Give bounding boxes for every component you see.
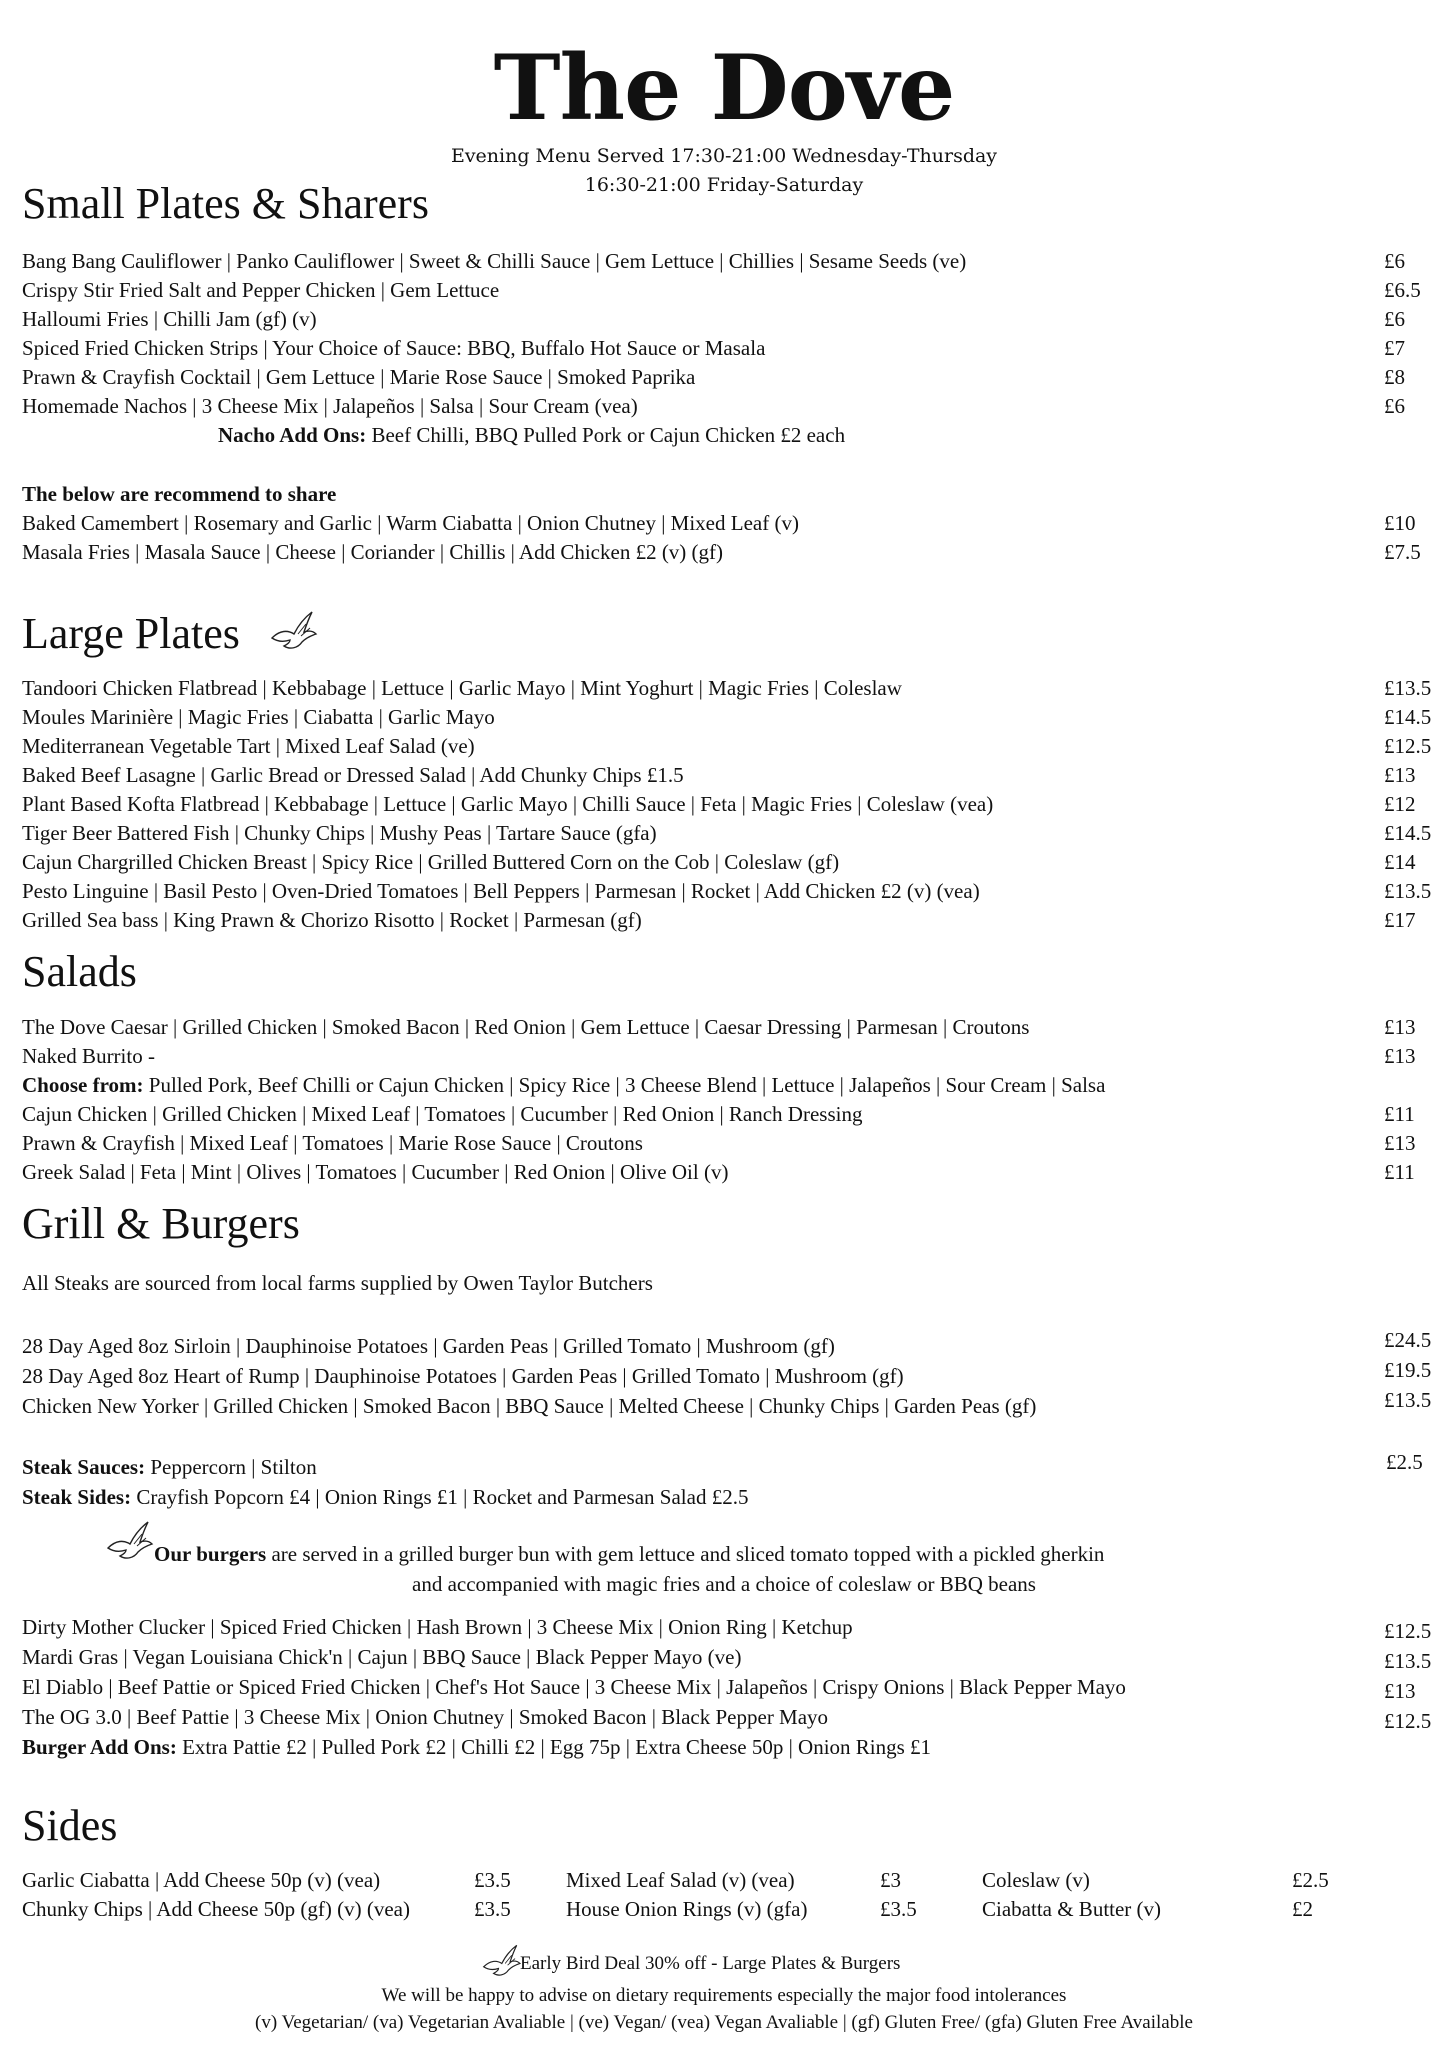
side-item: Coleslaw (v) xyxy=(982,1868,1090,1892)
side-item: Mixed Leaf Salad (v) (vea) xyxy=(566,1868,795,1892)
steak-sauces-price: £2.5 xyxy=(1386,1450,1423,1474)
menu-item: 28 Day Aged 8oz Heart of Rump | Dauphinoise Potatoes | Garden Peas | Grilled Tomato | Mushroom (gf) xyxy=(22,1364,904,1388)
menu-price: £13 xyxy=(1384,1015,1416,1039)
menu-item: Bang Bang Cauliflower | Panko Cauliflower | Sweet & Chilli Sauce | Gem Lettuce | Chillies | Sesame Seeds (ve) xyxy=(22,249,967,273)
side-item: Ciabatta & Butter (v) xyxy=(982,1897,1162,1921)
burrito-choices: Choose from: Pulled Pork, Beef Chilli or Cajun Chicken | Spicy Rice | 3 Cheese Blend | Lettuce | Jalapeños | Sour Cream | Salsa xyxy=(22,1073,1106,1097)
menu-item: Baked Camembert | Rosemary and Garlic | Warm Ciabatta | Onion Chutney | Mixed Leaf (v) xyxy=(22,511,799,535)
steak-sourcing-note: All Steaks are sourced from local farms supplied by Owen Taylor Butchers xyxy=(22,1271,653,1295)
menu-price: £13.5 xyxy=(1384,879,1432,903)
menu-item: Mardi Gras | Vegan Louisiana Chick'n | Cajun | BBQ Sauce | Black Pepper Mayo (ve) xyxy=(22,1645,742,1669)
share-heading: The below are recommend to share xyxy=(22,482,337,506)
menu-item: Cajun Chargrilled Chicken Breast | Spicy Rice | Grilled Buttered Corn on the Cob | Coleslaw (gf) xyxy=(22,850,840,874)
menu-price: £12.5 xyxy=(1384,1619,1432,1643)
side-item: Garlic Ciabatta | Add Cheese 50p (v) (vea) xyxy=(22,1868,381,1892)
steak-sauces: Steak Sauces: Peppercorn | Stilton xyxy=(22,1455,317,1479)
restaurant-title: The Dove xyxy=(493,35,955,141)
menu-price: £13.5 xyxy=(1384,1388,1432,1412)
menu-item: Naked Burrito - xyxy=(22,1044,155,1068)
menu-price: £13 xyxy=(1384,1679,1416,1703)
menu-item: The OG 3.0 | Beef Pattie | 3 Cheese Mix | Onion Chutney | Smoked Bacon | Black Pepper Mayo xyxy=(22,1705,829,1729)
side-item: House Onion Rings (v) (gfa) xyxy=(566,1897,808,1921)
menu-item: Dirty Mother Clucker | Spiced Fried Chicken | Hash Brown | 3 Cheese Mix | Onion Ring | Ketchup xyxy=(22,1615,853,1639)
side-price: £3.5 xyxy=(474,1868,511,1892)
side-price: £3.5 xyxy=(474,1897,511,1921)
menu-price: £12 xyxy=(1384,792,1416,816)
dietary-legend: (v) Vegetarian/ (va) Vegetarian Avaliable | (ve) Vegan/ (vea) Vegan Avaliable | (gf) Gluten Free/ (gfa) Gluten Free Available xyxy=(255,2012,1193,2033)
menu-price: £11 xyxy=(1384,1160,1415,1184)
side-price: £3.5 xyxy=(880,1897,917,1921)
steak-sides: Steak Sides: Crayfish Popcorn £4 | Onion Rings £1 | Rocket and Parmesan Salad £2.5 xyxy=(22,1485,749,1509)
side-item: Chunky Chips | Add Cheese 50p (gf) (v) (vea) xyxy=(22,1897,410,1921)
burger-addons: Burger Add Ons: Extra Pattie £2 | Pulled Pork £2 | Chilli £2 | Egg 75p | Extra Cheese 50p | Onion Rings £1 xyxy=(22,1735,932,1759)
dove-icon xyxy=(480,1942,522,1980)
menu-item: Homemade Nachos | 3 Cheese Mix | Jalapeños | Salsa | Sour Cream (vea) xyxy=(22,394,638,418)
menu-price: £13 xyxy=(1384,1131,1416,1155)
menu-item: 28 Day Aged 8oz Sirloin | Dauphinoise Potatoes | Garden Peas | Grilled Tomato | Mushroom (gf) xyxy=(22,1334,835,1358)
menu-item: Tandoori Chicken Flatbread | Kebbabage | Lettuce | Garlic Mayo | Mint Yoghurt | Magic Fries | Coleslaw xyxy=(22,676,902,700)
menu-price: £12.5 xyxy=(1384,734,1432,758)
menu-item: Masala Fries | Masala Sauce | Cheese | Coriander | Chillis | Add Chicken £2 (v) (gf) xyxy=(22,540,724,564)
menu-item: Baked Beef Lasagne | Garlic Bread or Dressed Salad | Add Chunky Chips £1.5 xyxy=(22,763,684,787)
burger-note-line1: Our burgers are served in a grilled burger bun with gem lettuce and sliced tomato topped with a pickled gherkin xyxy=(154,1542,1105,1566)
menu-price: £11 xyxy=(1384,1102,1415,1126)
menu-item: Plant Based Kofta Flatbread | Kebbabage | Lettuce | Garlic Mayo | Chilli Sauce | Feta | Magic Fries | Coleslaw (vea) xyxy=(22,792,994,816)
menu-price: £13.5 xyxy=(1384,676,1432,700)
menu-item: Cajun Chicken | Grilled Chicken | Mixed Leaf | Tomatoes | Cucumber | Red Onion | Ranch Dressing xyxy=(22,1102,863,1126)
side-price: £3 xyxy=(880,1868,901,1892)
menu-price: £12.5 xyxy=(1384,1709,1432,1733)
menu-price: £14.5 xyxy=(1384,705,1432,729)
menu-item: Halloumi Fries | Chilli Jam (gf) (v) xyxy=(22,307,317,331)
menu-item: The Dove Caesar | Grilled Chicken | Smoked Bacon | Red Onion | Gem Lettuce | Caesar Dressing | Parmesan | Croutons xyxy=(22,1015,1030,1039)
menu-price: £24.5 xyxy=(1384,1328,1432,1352)
menu-item: Tiger Beer Battered Fish | Chunky Chips | Mushy Peas | Tartare Sauce (gfa) xyxy=(22,821,657,845)
menu-price: £6 xyxy=(1384,394,1405,418)
menu-item: Moules Marinière | Magic Fries | Ciabatta | Garlic Mayo xyxy=(22,705,495,729)
menu-item: Spiced Fried Chicken Strips | Your Choice of Sauce: BBQ, Buffalo Hot Sauce or Masala xyxy=(22,336,766,360)
menu-item: Crispy Stir Fried Salt and Pepper Chicken | Gem Lettuce xyxy=(22,278,500,302)
menu-price: £6 xyxy=(1384,249,1405,273)
burger-note-line2: and accompanied with magic fries and a choice of coleslaw or BBQ beans xyxy=(412,1572,1036,1596)
salads-heading: Salads xyxy=(22,947,137,996)
menu-price: £13.5 xyxy=(1384,1649,1432,1673)
menu-item: Greek Salad | Feta | Mint | Olives | Tomatoes | Cucumber | Red Onion | Olive Oil (v) xyxy=(22,1160,729,1184)
menu-price: £7 xyxy=(1384,336,1405,360)
menu-price: £10 xyxy=(1384,511,1416,535)
menu-item: Prawn & Crayfish | Mixed Leaf | Tomatoes | Marie Rose Sauce | Croutons xyxy=(22,1131,643,1155)
menu-item: Prawn & Crayfish Cocktail | Gem Lettuce | Marie Rose Sauce | Smoked Paprika xyxy=(22,365,696,389)
menu-item: Pesto Linguine | Basil Pesto | Oven-Dried Tomatoes | Bell Peppers | Parmesan | Rocket | Add Chicken £2 (v) (vea) xyxy=(22,879,980,903)
menu-item: Grilled Sea bass | King Prawn & Chorizo Risotto | Rocket | Parmesan (gf) xyxy=(22,908,642,932)
early-bird-deal: Early Bird Deal 30% off - Large Plates & Burgers xyxy=(520,1953,901,1974)
menu-price: £6 xyxy=(1384,307,1405,331)
menu-item: El Diablo | Beef Pattie or Spiced Fried Chicken | Chef's Hot Sauce | 3 Cheese Mix | Jalapeños | Crispy Onions | Black Pepper Mayo xyxy=(22,1675,1126,1699)
side-price: £2 xyxy=(1292,1897,1313,1921)
dove-icon xyxy=(268,608,318,654)
menu-price: £17 xyxy=(1384,908,1416,932)
large-plates-heading: Large Plates xyxy=(22,609,240,658)
dietary-advice: We will be happy to advise on dietary requirements especially the major food intolerances xyxy=(381,1985,1067,2006)
menu-price: £8 xyxy=(1384,365,1405,389)
nacho-addons: Nacho Add Ons: Beef Chilli, BBQ Pulled Pork or Cajun Chicken £2 each xyxy=(218,423,846,447)
menu-price: £13 xyxy=(1384,763,1416,787)
menu-item: Chicken New Yorker | Grilled Chicken | Smoked Bacon | BBQ Sauce | Melted Cheese | Chunky Chips | Garden Peas (gf) xyxy=(22,1394,1037,1418)
sides-heading: Sides xyxy=(22,1801,118,1850)
dove-icon xyxy=(104,1518,154,1564)
small-plates-heading: Small Plates & Sharers xyxy=(22,179,429,228)
grill-burgers-heading: Grill & Burgers xyxy=(22,1199,300,1248)
service-hours-weekday: Evening Menu Served 17:30-21:00 Wednesday-Thursday xyxy=(450,145,998,167)
menu-item: Mediterranean Vegetable Tart | Mixed Leaf Salad (ve) xyxy=(22,734,475,758)
menu-price: £6.5 xyxy=(1384,278,1421,302)
menu-price: £7.5 xyxy=(1384,540,1421,564)
menu-price: £19.5 xyxy=(1384,1358,1432,1382)
side-price: £2.5 xyxy=(1292,1868,1329,1892)
menu-price: £14 xyxy=(1384,850,1416,874)
service-hours-weekend: 16:30-21:00 Friday-Saturday xyxy=(584,174,864,196)
menu-price: £13 xyxy=(1384,1044,1416,1068)
menu-price: £14.5 xyxy=(1384,821,1432,845)
